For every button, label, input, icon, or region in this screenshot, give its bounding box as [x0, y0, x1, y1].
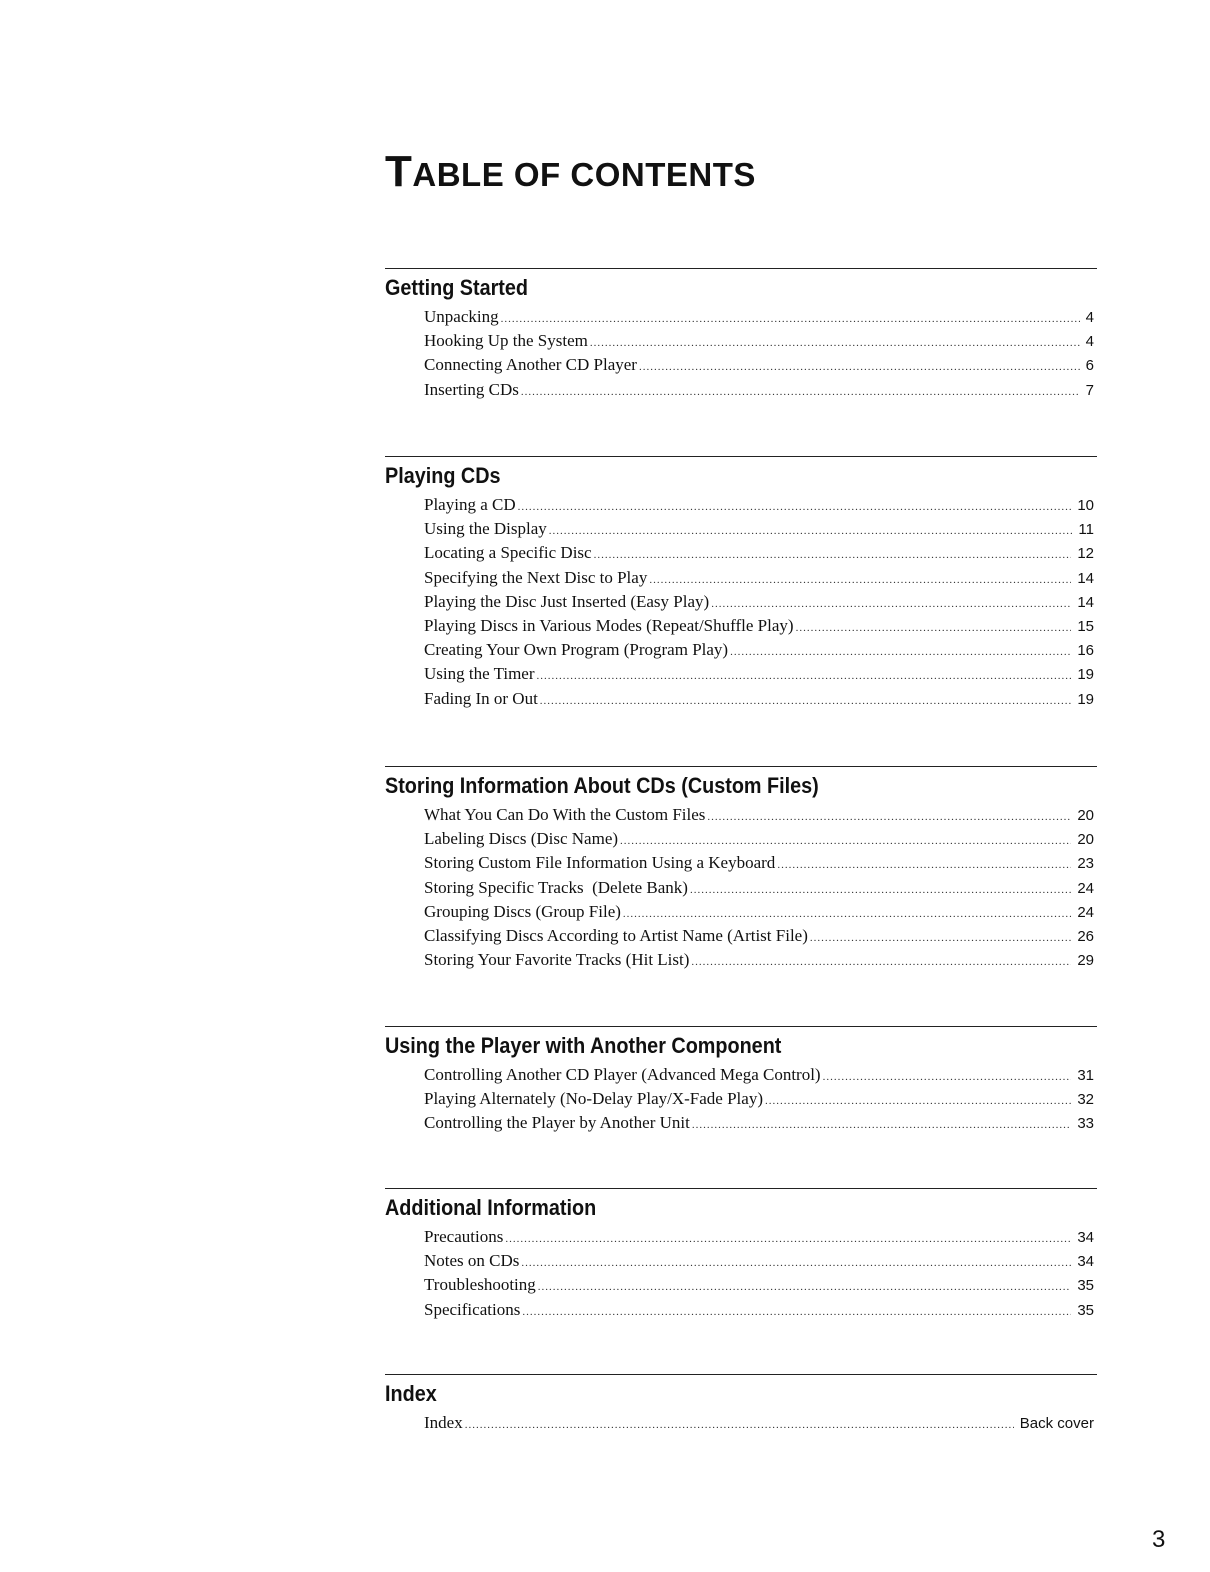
toc-entry[interactable] — [424, 662, 1094, 686]
entry-title: Storing Your Favorite Tracks (Hit List) — [424, 950, 690, 970]
dot-leader — [823, 1065, 1072, 1089]
entry-title: Creating Your Own Program (Program Play) — [424, 640, 729, 660]
entry-page: 6 — [1085, 357, 1094, 375]
entry-list — [385, 1225, 1097, 1322]
toc-entry[interactable] — [424, 517, 1094, 541]
toc-entry[interactable] — [424, 329, 1094, 353]
entry-title: Classifying Discs According to Artist Name (Artist File) — [424, 925, 808, 945]
toc-entry[interactable] — [424, 305, 1094, 329]
entry-title: Controlling Another CD Player (Advanced Mega Control) — [424, 1065, 821, 1084]
toc-entry[interactable] — [424, 493, 1094, 517]
toc-entry[interactable] — [424, 803, 1094, 827]
toc-entry[interactable] — [424, 541, 1094, 565]
entry-page: 16 — [1077, 642, 1094, 660]
entry-title: Notes on CDs — [424, 1251, 520, 1271]
entry-title: Index — [424, 1413, 463, 1432]
dot-leader — [649, 568, 1071, 592]
toc-entry[interactable] — [424, 827, 1094, 851]
entry-page: 20 — [1077, 831, 1094, 849]
entry-title: Labeling Discs (Disc Name) — [424, 829, 619, 849]
section-rule — [385, 1188, 1097, 1189]
entry-title: Playing Alternately (No-Delay Play/X-Fade Play) — [424, 1089, 763, 1109]
entry-page: 11 — [1078, 521, 1094, 539]
dot-leader — [538, 1275, 1072, 1299]
dot-leader — [810, 926, 1071, 950]
dot-leader — [518, 495, 1072, 519]
toc-entry[interactable] — [424, 1273, 1094, 1297]
entry-title: Specifications — [424, 1299, 521, 1319]
dot-leader — [501, 307, 1080, 331]
dot-leader — [691, 950, 1071, 974]
entry-title: Unpacking — [424, 307, 499, 326]
entry-title: Playing a CD — [424, 495, 516, 514]
section-rule — [385, 1026, 1097, 1027]
entry-title: Playing Discs in Various Modes (Repeat/Shuffle Play) — [424, 615, 794, 635]
dot-leader — [692, 1113, 1071, 1137]
toc-entry[interactable] — [424, 1249, 1094, 1273]
toc-entry[interactable] — [424, 1298, 1094, 1322]
toc-entry[interactable] — [424, 566, 1094, 590]
entry-title: Connecting Another CD Player — [424, 355, 637, 375]
toc-section-getting-started — [385, 268, 1097, 402]
entry-page: 4 — [1085, 309, 1094, 326]
entry-title: Using the Display — [424, 519, 547, 539]
toc-entry[interactable] — [424, 1087, 1094, 1111]
toc-entry[interactable] — [424, 378, 1094, 402]
dot-leader — [777, 853, 1071, 877]
dot-leader — [711, 592, 1071, 616]
entry-title: Playing the Disc Just Inserted (Easy Play) — [424, 591, 710, 611]
entry-page: Back cover — [1019, 1415, 1094, 1432]
toc-entry[interactable] — [424, 1225, 1094, 1249]
section-rule — [385, 1374, 1097, 1375]
entry-page: 14 — [1077, 593, 1094, 611]
entry-list — [385, 1411, 1097, 1435]
dot-leader — [620, 829, 1071, 853]
page-title-initial: T — [385, 147, 413, 196]
toc-section-index — [385, 1374, 1097, 1435]
entry-list — [385, 493, 1097, 711]
entry-page: 20 — [1077, 807, 1094, 824]
entry-page: 19 — [1077, 666, 1094, 684]
toc-entry[interactable] — [424, 851, 1094, 875]
entry-title: Grouping Discs (Group File) — [424, 901, 621, 921]
toc-entry[interactable] — [424, 948, 1094, 972]
entry-title: Storing Specific Tracks (Delete Bank) — [424, 877, 688, 897]
section-title: Playing CDs — [385, 463, 501, 488]
entry-page: 14 — [1077, 569, 1094, 587]
page-title-rest: ABLE OF CONTENTS — [412, 156, 756, 193]
section-title: Storing Information About CDs (Custom Files) — [385, 773, 819, 798]
toc-entry[interactable] — [424, 590, 1094, 614]
toc-entry[interactable] — [424, 1111, 1094, 1135]
dot-leader — [465, 1413, 1014, 1437]
toc-entry[interactable] — [424, 687, 1094, 711]
section-rule — [385, 456, 1097, 457]
entry-page: 34 — [1077, 1253, 1094, 1271]
entry-page: 23 — [1077, 855, 1094, 873]
entry-page: 35 — [1077, 1301, 1094, 1319]
dot-leader — [796, 616, 1072, 640]
dot-leader — [690, 878, 1071, 902]
entry-page: 26 — [1077, 927, 1094, 945]
toc-entry[interactable] — [424, 638, 1094, 662]
toc-section-playing-cds — [385, 456, 1097, 711]
toc-section-custom-files — [385, 766, 1097, 972]
entry-title: Inserting CDs — [424, 379, 519, 399]
entry-page: 12 — [1077, 545, 1094, 563]
entry-title: Hooking Up the System — [424, 331, 588, 351]
section-title: Index — [385, 1381, 437, 1406]
dot-leader — [730, 640, 1071, 664]
entry-page: 7 — [1085, 381, 1094, 399]
entry-title: Troubleshooting — [424, 1275, 536, 1295]
entry-page: 35 — [1077, 1277, 1094, 1295]
dot-leader — [765, 1089, 1071, 1113]
dot-leader — [549, 519, 1073, 543]
page-number: 3 — [1152, 1526, 1166, 1553]
entry-list — [385, 305, 1097, 402]
entry-page: 15 — [1077, 617, 1094, 635]
entry-title: Locating a Specific Disc — [424, 543, 592, 563]
entry-title: Using the Timer — [424, 664, 535, 684]
entry-title: Fading In or Out — [424, 688, 538, 708]
dot-leader — [521, 1251, 1071, 1275]
entry-page: 10 — [1077, 497, 1094, 514]
entry-list — [385, 1063, 1097, 1136]
dot-leader — [540, 689, 1072, 713]
toc-entry[interactable] — [424, 924, 1094, 948]
entry-page: 19 — [1077, 690, 1094, 708]
entry-title: Specifying the Next Disc to Play — [424, 567, 648, 587]
entry-list — [385, 803, 1097, 972]
entry-page: 34 — [1077, 1229, 1094, 1246]
toc-section-another-component — [385, 1026, 1097, 1136]
entry-page: 31 — [1077, 1067, 1094, 1084]
section-rule — [385, 766, 1097, 767]
entry-page: 24 — [1077, 903, 1094, 921]
toc-entry[interactable] — [424, 614, 1094, 638]
entry-title: Storing Custom File Information Using a Keyboard — [424, 853, 776, 873]
toc-entry[interactable] — [424, 1063, 1094, 1087]
page-title — [385, 147, 756, 196]
section-rule — [385, 268, 1097, 269]
section-title: Getting Started — [385, 275, 529, 300]
entry-page: 32 — [1077, 1091, 1094, 1109]
dot-leader — [537, 664, 1072, 688]
entry-title: Controlling the Player by Another Unit — [424, 1113, 690, 1133]
entry-page: 33 — [1077, 1115, 1094, 1133]
dot-leader — [623, 902, 1071, 926]
dot-leader — [707, 805, 1071, 829]
toc-entry[interactable] — [424, 1411, 1094, 1435]
toc-entry[interactable] — [424, 353, 1094, 377]
entry-page: 29 — [1077, 952, 1094, 970]
toc-section-additional-information — [385, 1188, 1097, 1322]
dot-leader — [590, 331, 1080, 355]
section-title: Using the Player with Another Component — [385, 1033, 782, 1058]
entry-title: What You Can Do With the Custom Files — [424, 805, 706, 824]
entry-page: 24 — [1077, 879, 1094, 897]
entry-page: 4 — [1085, 333, 1094, 351]
dot-leader — [594, 543, 1072, 567]
dot-leader — [639, 355, 1080, 379]
dot-leader — [521, 380, 1080, 404]
toc-entry[interactable] — [424, 900, 1094, 924]
dot-leader — [522, 1300, 1071, 1324]
toc-entry[interactable] — [424, 876, 1094, 900]
section-title: Additional Information — [385, 1195, 597, 1220]
dot-leader — [505, 1227, 1071, 1251]
entry-title: Precautions — [424, 1227, 504, 1246]
